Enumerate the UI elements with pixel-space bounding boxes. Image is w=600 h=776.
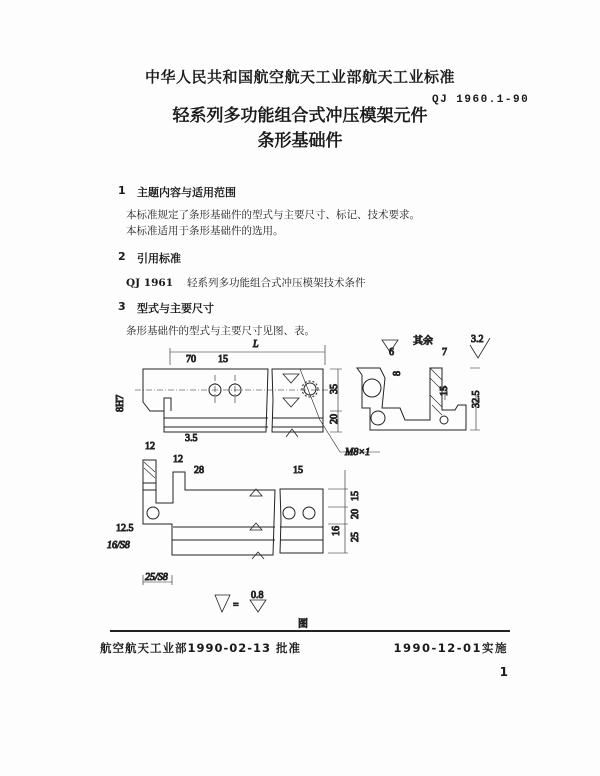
dim-12: 12 [145, 441, 155, 452]
side-view [357, 368, 480, 430]
paragraph: 本标准规定了条形基础件的型式与主要尺寸、标记、技术要求。 [126, 209, 420, 221]
roughness-other: 3.2 [471, 334, 484, 345]
dim-20-right: 20 [350, 509, 361, 519]
dim-12-5: 12.5 [116, 523, 134, 534]
dim-L: L [253, 339, 259, 350]
reference-title: 轻系列多功能组合式冲压模架技术条件 [187, 277, 366, 289]
page-number: 1 [499, 665, 508, 679]
section-number: 2 [118, 250, 126, 263]
dim-7: 7 [442, 347, 447, 358]
dim-20: 20 [329, 414, 340, 424]
dim-15-top: 15 [293, 465, 303, 476]
top-view [143, 460, 348, 585]
dim-28: 28 [194, 465, 204, 476]
dim-16-js8: 16/S8 [107, 540, 130, 551]
section-heading: 主题内容与适用范围 [137, 186, 236, 199]
dim-3-5: 3.5 [185, 433, 198, 444]
figure-caption: 图 [298, 619, 308, 630]
footer-rule [110, 630, 510, 632]
roughness-note: 其余 [413, 336, 433, 347]
dim-15-right: 15 [350, 491, 361, 501]
dim-15: 15 [218, 354, 228, 365]
threaded-hole [304, 383, 316, 395]
section-number: 3 [118, 300, 126, 313]
dim-70: 70 [186, 354, 196, 365]
section-heading: 引用标准 [137, 252, 181, 265]
dim-16: 16 [331, 526, 342, 536]
document-subtitle: 条形基础件 [257, 131, 343, 151]
roughness-value: 0.8 [251, 590, 264, 601]
document-title: 轻系列多功能组合式冲压模架元件 [172, 106, 428, 126]
reference-code: QJ 1961 [126, 277, 173, 289]
standard-code: QJ 1960.1-90 [432, 94, 530, 106]
dim-35: 35 [329, 384, 340, 394]
issuing-organization: 中华人民共和国航空航天工业部航天工业标准 [144, 68, 455, 86]
dim-6: 6 [389, 347, 394, 358]
equals-sign: = [233, 600, 239, 611]
approval-date: 航空航天工业部1990-02-13 批准 [100, 641, 302, 655]
dim-25: 25 [350, 532, 361, 542]
dim-15-side: 15 [439, 386, 450, 396]
dim-8: 8 [392, 371, 403, 376]
front-view [135, 345, 380, 452]
section-heading: 型式与主要尺寸 [137, 302, 214, 315]
section-number: 1 [118, 184, 126, 197]
paragraph: 本标准适用于条形基础件的选用。 [126, 225, 284, 237]
dim-m8x1: M8×1 [345, 447, 371, 458]
dim-25-js8: 25/S8 [145, 572, 168, 583]
dim-12: 12 [173, 454, 183, 465]
paragraph: 条形基础件的型式与主要尺寸见图、表。 [126, 325, 315, 337]
dim-8h7: 8H7 [115, 394, 126, 412]
effective-date: 1990-12-01实施 [393, 641, 508, 655]
dim-32-5: 32.5 [471, 390, 482, 408]
